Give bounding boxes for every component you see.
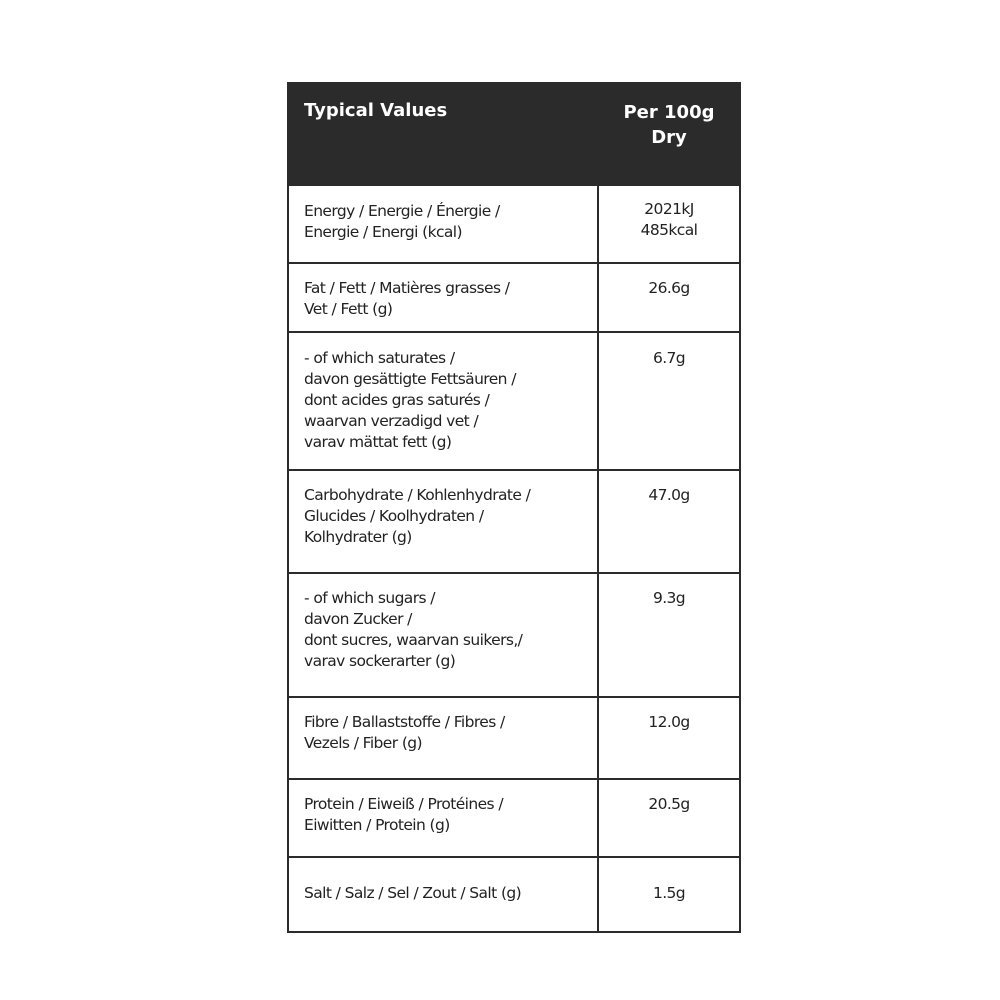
nutrient-value: 9.3g (652, 589, 686, 607)
table-header (289, 84, 739, 184)
nutrient-value: 12.0g (648, 713, 690, 731)
nutrient-value: 26.6g (648, 279, 690, 297)
nutrient-label: Fat / Fett / Matières grasses / Vet / Fett (g) (304, 279, 510, 318)
header-value-line2: Dry (651, 127, 687, 148)
nutrient-value: 6.7g (652, 349, 686, 367)
nutrient-value: 2021kJ 485kcal (640, 200, 698, 239)
nutrition-table (287, 82, 741, 933)
nutrient-value: 1.5g (652, 884, 686, 902)
nutrient-label: - of which sugars / davon Zucker / dont sucres, waarvan suikers,/ varav sockerarter (g) (304, 589, 523, 670)
nutrient-row-sugars (289, 572, 739, 696)
nutrient-label: - of which saturates / davon gesättigte Fettsäuren / dont acides gras saturés / waarvan verzadigd vet / varav mättat fett (g) (304, 349, 516, 451)
nutrient-label: Energy / Energie / Énergie / Energie / Energi (kcal) (304, 202, 500, 241)
nutrient-label: Protein / Eiweiß / Protéines / Eiwitten / Protein (g) (304, 795, 503, 834)
nutrient-label: Carbohydrate / Kohlenhydrate / Glucides / Koolhydraten / Kolhydrater (g) (304, 486, 531, 546)
nutrient-row-saturates (289, 331, 739, 469)
column-divider (597, 698, 599, 778)
nutrient-row-salt (289, 856, 739, 931)
nutrient-row-fat (289, 262, 739, 331)
header-value (599, 100, 739, 150)
nutrient-row-protein (289, 778, 739, 856)
nutrient-label: Salt / Salz / Sel / Zout / Salt (g) (304, 884, 522, 902)
nutrient-value: 20.5g (648, 795, 690, 813)
header-value-line1: Per 100g (623, 102, 715, 123)
nutrient-value: 47.0g (648, 486, 690, 504)
nutrient-row-carbohydrate (289, 469, 739, 572)
header-label: Typical Values (304, 100, 448, 121)
column-divider (597, 780, 599, 856)
nutrient-label: Fibre / Ballaststoffe / Fibres / Vezels / Fiber (g) (304, 713, 505, 752)
nutrient-row-fibre (289, 696, 739, 778)
nutrient-row-energy (289, 184, 739, 262)
